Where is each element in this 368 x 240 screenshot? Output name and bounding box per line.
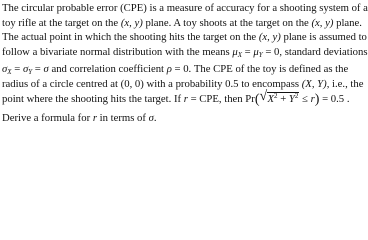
math-mu: μ <box>232 45 238 58</box>
math-sigma: σ <box>43 63 49 75</box>
text: toy rifle at the target on the <box>2 16 121 29</box>
math-subscript: Y <box>258 50 263 59</box>
left-paren: ( <box>254 92 260 107</box>
math-Y: Y <box>288 93 295 105</box>
text: radius of a circle centred at (0, 0) with a probability 0.5 to encompass <box>2 77 302 90</box>
math-r: r <box>92 112 97 124</box>
math-exponent: 2 <box>274 92 278 100</box>
math-r: r <box>310 93 315 105</box>
text: plane. A toy shoots at the target on the <box>142 16 312 29</box>
text: plane. <box>333 16 362 29</box>
text: Derive a formula for <box>2 112 93 124</box>
text-line-6 <box>2 77 364 92</box>
math-sigma: σ <box>2 63 8 75</box>
sqrt-expression <box>260 91 300 108</box>
radical-sign: √ <box>259 89 268 104</box>
math-r: r <box>183 93 188 105</box>
text-line-2 <box>2 16 362 31</box>
text-line-3 <box>2 30 367 45</box>
math-var: (x, y) <box>311 16 334 29</box>
text: and correlation coefficient <box>48 63 167 75</box>
text: = <box>11 63 23 75</box>
text: plane is assumed to <box>280 31 367 43</box>
text: = CPE, then Pr <box>187 93 255 105</box>
text: in terms of <box>96 112 149 124</box>
text: = 0.5 . <box>319 93 350 105</box>
text: The actual point in which the shooting hits the target on the <box>2 31 259 43</box>
text: point where the shooting hits the target. If <box>2 93 184 105</box>
text: + <box>277 93 289 105</box>
math-exponent: 2 <box>294 92 299 100</box>
math-subscript: X <box>7 68 12 76</box>
math-sigma: σ <box>22 63 29 75</box>
math-var: (X, Y) <box>301 77 327 90</box>
math-rho: ρ <box>166 63 172 75</box>
text: follow a bivariate normal distribution with the means <box>2 45 233 58</box>
math-mu: μ <box>253 45 259 58</box>
math-subscript: Y <box>28 68 33 76</box>
text: = <box>241 45 254 58</box>
math-sigma: σ <box>148 112 154 124</box>
math-X: X <box>267 93 275 105</box>
text: , i.e., the <box>326 77 364 90</box>
text: = 0. The CPE of the toy is defined as the <box>171 63 349 75</box>
math-subscript: X <box>237 50 242 59</box>
text-line-1 <box>2 1 368 16</box>
text: ≤ <box>299 93 311 105</box>
text-line-7 <box>2 91 348 108</box>
text: The circular probable error (CPE) is a measure of accuracy for a shooting system of a <box>2 2 368 14</box>
text-line-5 <box>2 62 348 77</box>
text-line-4 <box>2 45 368 60</box>
right-paren: ) <box>314 92 320 107</box>
math-var: (x, y) <box>120 16 143 29</box>
text-line-8 <box>2 111 348 126</box>
text: . <box>153 112 157 124</box>
text: = <box>32 63 44 75</box>
math-var: (x, y) <box>258 31 281 43</box>
radicand <box>267 92 300 105</box>
text: = 0, standard deviations <box>262 45 368 58</box>
